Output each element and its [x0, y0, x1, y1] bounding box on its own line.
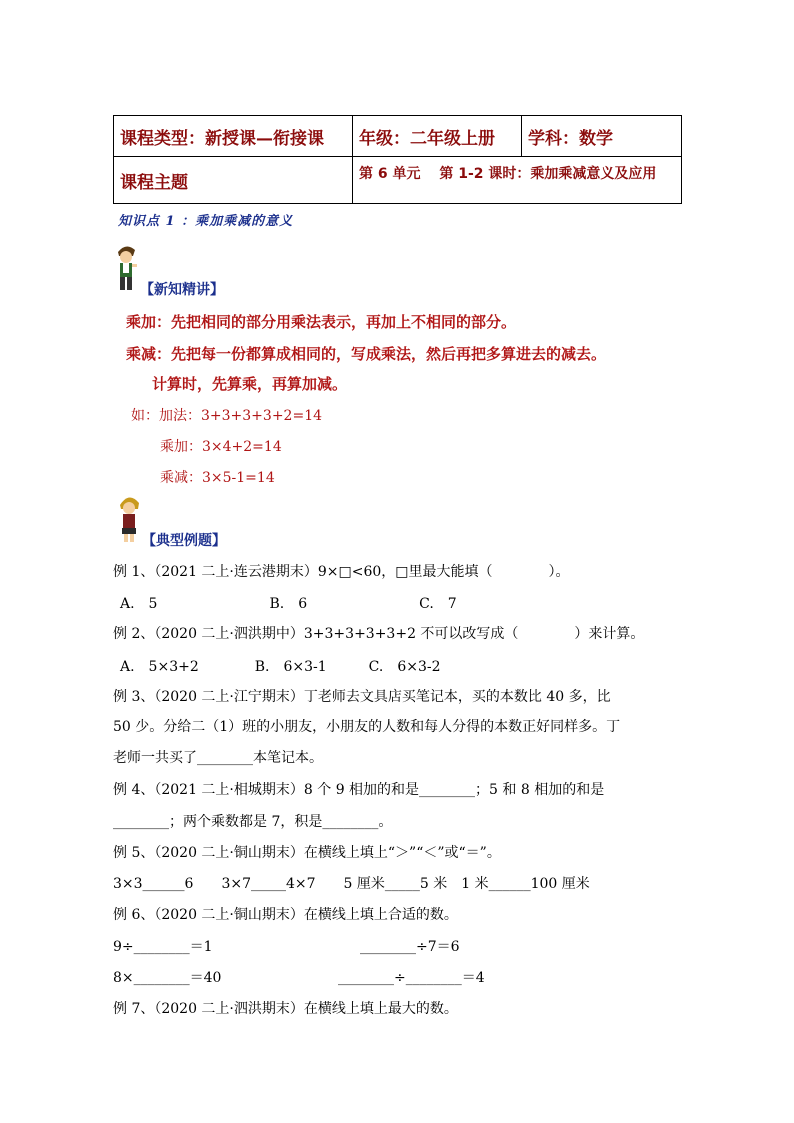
question-3-line-1: 例 3、（2020 二上·江宁期末）丁老师去文具店买笔记本，买的本数比 40 多，比: [113, 689, 611, 705]
example-mul-add: 乘加：3×4+2=14: [160, 439, 282, 455]
topic-value-cell: 第 6 单元 第 1-2 课时：乘加乘减意义及应用: [353, 157, 682, 204]
topic-label-cell: 课程主题: [114, 157, 353, 204]
course-header-table: [113, 115, 682, 204]
question-6-blank-d: ________÷________＝4: [338, 970, 485, 986]
question-3-line-3: 老师一共买了________本笔记本。: [113, 750, 323, 766]
question-7: 例 7、（2020 二上·泗洪期末）在横线上填上最大的数。: [113, 1001, 458, 1017]
question-3-line-2: 50 少。分给二（1）班的小朋友，小朋友的人数和每人分得的本数正好同样多。丁: [113, 719, 621, 735]
question-1-options: A. 5 B. 6 C. 7: [120, 596, 457, 612]
cartoon-girl-icon: [116, 493, 142, 543]
calc-order-rule: 计算时，先算乘，再算加减。: [152, 375, 348, 393]
grade-cell: 年级：二年级上册: [353, 116, 522, 157]
question-5: 例 5、（2020 二上·铜山期末）在横线上填上“＞”“＜”或“＝”。: [113, 845, 501, 861]
example-mul-sub: 乘减：3×5-1=14: [160, 470, 275, 486]
typical-examples-heading: 【典型例题】: [142, 533, 226, 549]
question-2: 例 2、（2020 二上·泗洪期中）3+3+3+3+3+2 不可以改写成（ ）来计算。: [113, 626, 645, 642]
example-addition: 如：加法：3+3+3+3+2=14: [131, 408, 323, 424]
question-1: 例 1、（2021 二上·连云港期末）9×□<60，□里最大能填（ ）。: [113, 564, 570, 580]
knowledge-point-title: 知识点 1 ：乘加乘减的意义: [118, 214, 294, 229]
new-knowledge-heading: 【新知精讲】: [140, 282, 224, 298]
question-6-blank-b: ________÷7＝6: [360, 939, 460, 955]
subject-cell: 学科：数学: [522, 116, 682, 157]
course-type-cell: 课程类型：新授课—衔接课: [114, 116, 353, 157]
question-4-line-1: 例 4、（2021 二上·相城期末）8 个 9 相加的和是________；5 和 8 相加的和是: [113, 782, 605, 798]
question-6: 例 6、（2020 二上·铜山期末）在横线上填上合适的数。: [113, 907, 458, 923]
cartoon-boy-icon: [113, 242, 139, 292]
question-4-line-2: ________；两个乘数都是 7，积是________。: [113, 814, 393, 830]
mul-add-definition: 乘加：先把相同的部分用乘法表示，再加上不相同的部分。: [126, 313, 517, 331]
mul-sub-definition: 乘减：先把每一份都算成相同的，写成乘法，然后再把多算进去的减去。: [126, 345, 607, 363]
question-6-blank-c: 8×________＝40: [113, 970, 222, 986]
question-6-blank-a: 9÷________＝1: [113, 939, 213, 955]
question-2-options: A. 5×3+2 B. 6×3-1 C. 6×3-2: [120, 659, 441, 675]
question-5-items: 3×3______6 3×7_____4×7 5 厘米_____5 米 1 米______100 厘米: [113, 876, 590, 892]
